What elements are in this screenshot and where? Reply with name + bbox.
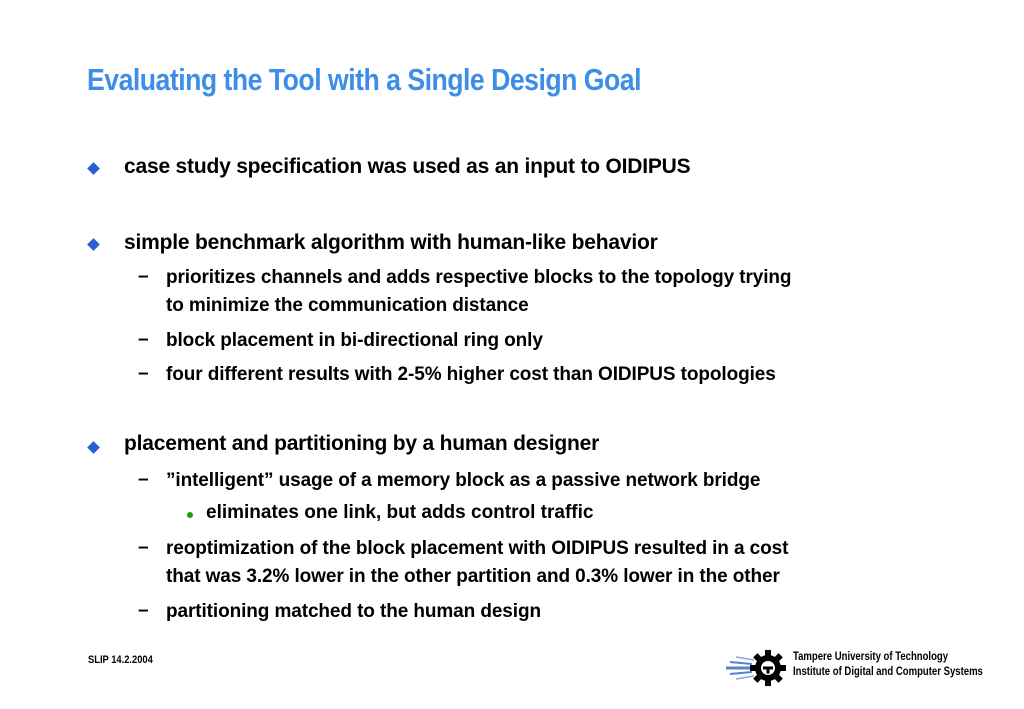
diamond-bullet-icon xyxy=(87,238,100,251)
institution-line-2: Institute of Digital and Computer Systems xyxy=(793,666,983,678)
sub-sub-bullet-item: eliminates one link, but adds control traffic xyxy=(206,502,594,523)
sub-bullet-item: block placement in bi-directional ring only xyxy=(166,330,543,351)
dash-bullet: – xyxy=(138,266,149,287)
bullet-item: placement and partitioning by a human designer xyxy=(124,432,600,455)
institution-name xyxy=(793,650,983,680)
slide-title: Evaluating the Tool with a Single Design Goal xyxy=(87,62,641,97)
sub-bullet-item: reoptimization of the block placement with OIDIPUS resulted in a cost xyxy=(166,538,789,559)
dash-bullet: – xyxy=(138,600,149,621)
tut-gear-logo-icon xyxy=(724,648,788,688)
bullet-item: simple benchmark algorithm with human-like behavior xyxy=(124,231,658,254)
sub-bullet-item-continued: to minimize the communication distance xyxy=(166,295,529,316)
institution-line-1: Tampere University of Technology xyxy=(793,651,949,663)
sub-bullet-item: partitioning matched to the human design xyxy=(166,601,541,622)
sub-bullet-item-continued: that was 3.2% lower in the other partition and 0.3% lower in the other xyxy=(166,566,780,587)
diamond-bullet-icon xyxy=(87,162,100,175)
dash-bullet: – xyxy=(138,537,149,558)
footer-date: SLIP 14.2.2004 xyxy=(88,654,153,666)
diamond-bullet-icon xyxy=(87,441,100,454)
dash-bullet: – xyxy=(138,329,149,350)
sub-bullet-item: prioritizes channels and adds respective blocks to the topology trying xyxy=(166,267,792,288)
dash-bullet: – xyxy=(138,469,149,490)
sub-bullet-item: ”intelligent” usage of a memory block as a passive network bridge xyxy=(166,470,761,491)
dot-bullet-icon xyxy=(187,512,193,518)
bullet-item: case study specification was used as an input to OIDIPUS xyxy=(124,155,691,178)
dash-bullet: – xyxy=(138,363,149,384)
sub-bullet-item: four different results with 2-5% higher cost than OIDIPUS topologies xyxy=(166,364,776,385)
